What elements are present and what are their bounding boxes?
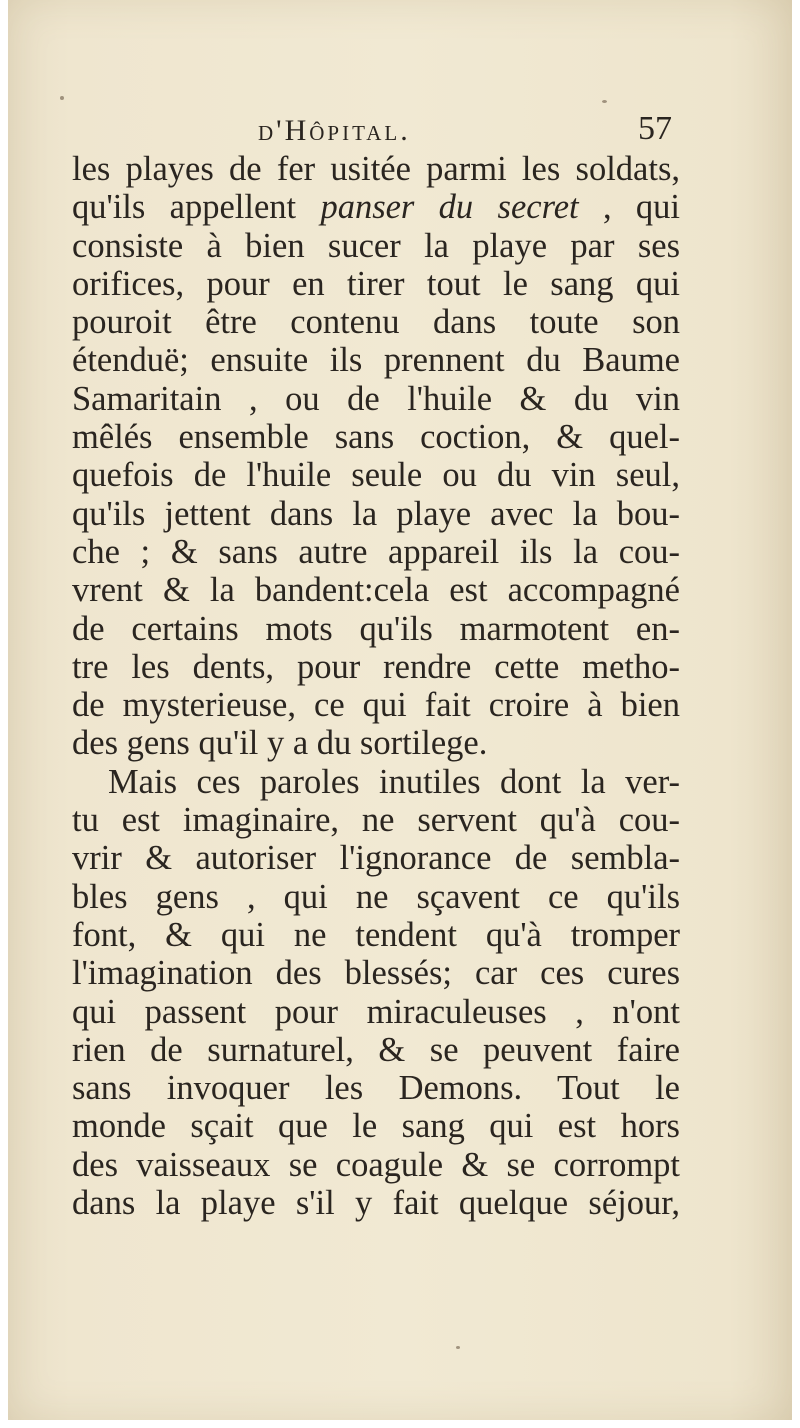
text-line: de certains mots qu'ils marmotent en- xyxy=(72,609,680,648)
body-text xyxy=(72,150,680,1222)
paper-speck xyxy=(60,96,64,100)
text-line: mêlés ensemble sans coction, & quel- xyxy=(72,418,680,457)
text-line: qu'ils jettent dans la playe avec la bou- xyxy=(72,494,680,533)
text-line: sans invoquer les Demons. Tout le xyxy=(72,1069,680,1108)
text-line: dans la playe s'il y fait quelque séjour, xyxy=(72,1184,680,1223)
text-segment: qu'ils appellent xyxy=(72,188,321,227)
text-line: pouroit être contenu dans toute son xyxy=(72,303,680,342)
text-line: les playes de fer usitée parmi les soldats, xyxy=(72,150,680,188)
text-line: quefois de l'huile seule ou du vin seul, xyxy=(72,456,680,495)
page-header xyxy=(72,108,672,152)
text-line: vrir & autoriser l'ignorance de sembla- xyxy=(72,839,680,878)
text-line: che ; & sans autre appareil ils la cou- xyxy=(72,532,680,571)
text-line: rien de surnaturel, & se peuvent faire xyxy=(72,1030,680,1069)
text-line: font, & qui ne tendent qu'à tromper xyxy=(72,915,680,954)
paragraph-first-line: Mais ces paroles inutiles dont la ver- xyxy=(108,762,680,801)
paragraph-end-line: des gens qu'il y a du sortilege. xyxy=(72,724,488,763)
italic-phrase: panser du secret xyxy=(320,188,579,227)
text-line: qui passent pour miraculeuses , n'ont xyxy=(72,992,680,1031)
text-line: tu est imaginaire, ne servent qu'à cou- xyxy=(72,801,680,840)
text-line xyxy=(72,188,680,226)
text-line: l'imagination des blessés; car ces cures xyxy=(72,954,680,993)
book-page xyxy=(8,0,792,1420)
text-line: monde sçait que le sang qui est hors xyxy=(72,1107,680,1146)
text-line: de mysterieuse, ce qui fait croire à bien xyxy=(72,686,680,725)
running-title: d'Hôpital. xyxy=(258,114,411,147)
paper-speck xyxy=(602,100,607,103)
paper-speck xyxy=(456,1346,460,1349)
text-segment: , qui xyxy=(578,188,681,227)
text-line: consiste à bien sucer la playe par ses xyxy=(72,226,680,265)
text-line: orifices, pour en tirer tout le sang qui xyxy=(72,264,680,303)
text-line: vrent & la bandent:cela est accompagné xyxy=(72,571,680,610)
page-number: 57 xyxy=(638,110,672,147)
text-line: bles gens , qui ne sçavent ce qu'ils xyxy=(72,877,680,916)
text-line: étenduë; ensuite ils prennent du Baume xyxy=(72,341,680,380)
text-line: Samaritain , ou de l'huile & du vin xyxy=(72,379,680,418)
text-line: des vaisseaux se coagule & se corrompt xyxy=(72,1145,680,1184)
text-line: tre les dents, pour rendre cette metho- xyxy=(72,647,680,686)
